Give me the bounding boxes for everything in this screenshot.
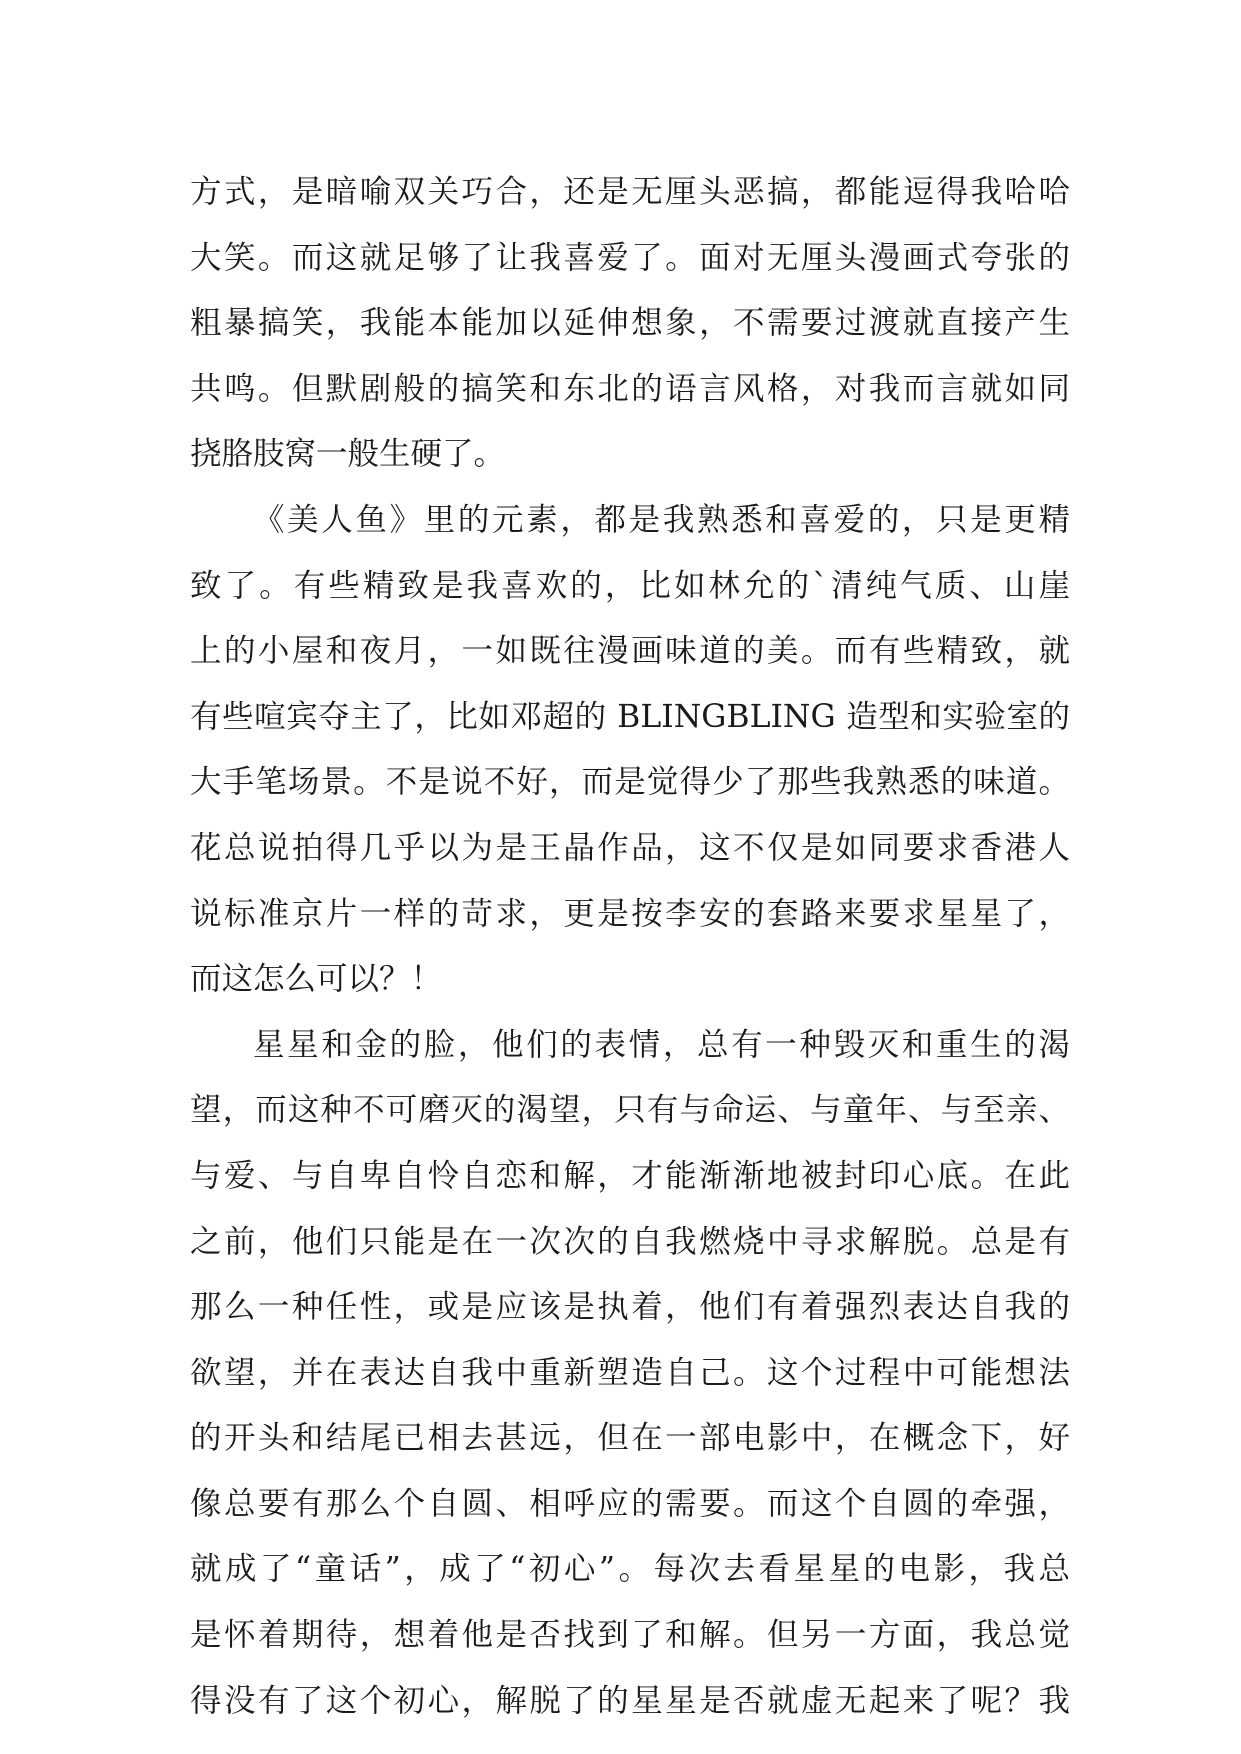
text-line: 而这怎么可以？！: [190, 961, 443, 998]
text-line: 《美人鱼》里的元素，都是我熟悉和喜爱的，只是更精: [253, 501, 1070, 538]
text-line: 之前，他们只能是在一次次的自我燃烧中寻求解脱。总是有: [190, 1223, 1070, 1260]
text-line: 欲望，并在表达自我中重新塑造自己。这个过程中可能想法: [190, 1354, 1070, 1391]
text-line: 有些喧宾夺主了，比如邓超的 BLINGBLING 造型和实验室的: [190, 698, 1070, 735]
text-line: 方式，是暗喻双关巧合，还是无厘头恶搞，都能逗得我哈哈: [190, 174, 1070, 210]
text-line: 花总说拍得几乎以为是王晶作品，这不仅是如同要求香港人: [190, 829, 1070, 866]
text-line: 星星和金的脸，他们的表情，总有一种毁灭和重生的渴: [253, 1026, 1070, 1063]
text-line: 是怀着期待，想着他是否找到了和解。但另一方面，我总觉: [190, 1617, 1070, 1654]
text-line: 就成了“童话”，成了“初心”。每次去看星星的电影，我总: [190, 1551, 1070, 1588]
paragraph-3: [190, 1013, 1070, 1735]
body-text: [190, 160, 1070, 1734]
text-line: 致了。有些精致是我喜欢的，比如林允的`清纯气质、山崖: [190, 567, 1070, 604]
text-line: 大手笔场景。不是说不好，而是觉得少了那些我熟悉的味道。: [190, 764, 1070, 801]
text-line: 的开头和结尾已相去甚远，但在一部电影中，在概念下，好: [190, 1420, 1070, 1457]
text-line: 粗暴搞笑，我能本能加以延伸想象，不需要过渡就直接产生: [190, 305, 1070, 342]
text-line: 挠胳肢窝一般生硬了。: [190, 436, 506, 473]
text-line: 上的小屋和夜月，一如既往漫画味道的美。而有些精致，就: [190, 633, 1070, 670]
text-line: 共鸣。但默剧般的搞笑和东北的语言风格，对我而言就如同: [190, 370, 1070, 407]
text-line: 大笑。而这就足够了让我喜爱了。面对无厘头漫画式夸张的: [190, 239, 1070, 276]
text-line: 那么一种任性，或是应该是执着，他们有着强烈表达自我的: [190, 1289, 1070, 1326]
text-line: 得没有了这个初心，解脱了的星星是否就虚无起来了呢？我: [190, 1682, 1070, 1719]
text-line: 说标准京片一样的苛求，更是按李安的套路来要求星星了，: [190, 895, 1070, 932]
text-line: 与爱、与自卑自怜自恋和解，才能渐渐地被封印心底。在此: [190, 1157, 1070, 1194]
paragraph-2: [190, 488, 1070, 1013]
paragraph-1: [190, 160, 1070, 488]
text-line: 像总要有那么个自圆、相呼应的需要。而这个自圆的牵强，: [190, 1485, 1070, 1522]
text-line: 望，而这种不可磨灭的渴望，只有与命运、与童年、与至亲、: [190, 1092, 1070, 1129]
